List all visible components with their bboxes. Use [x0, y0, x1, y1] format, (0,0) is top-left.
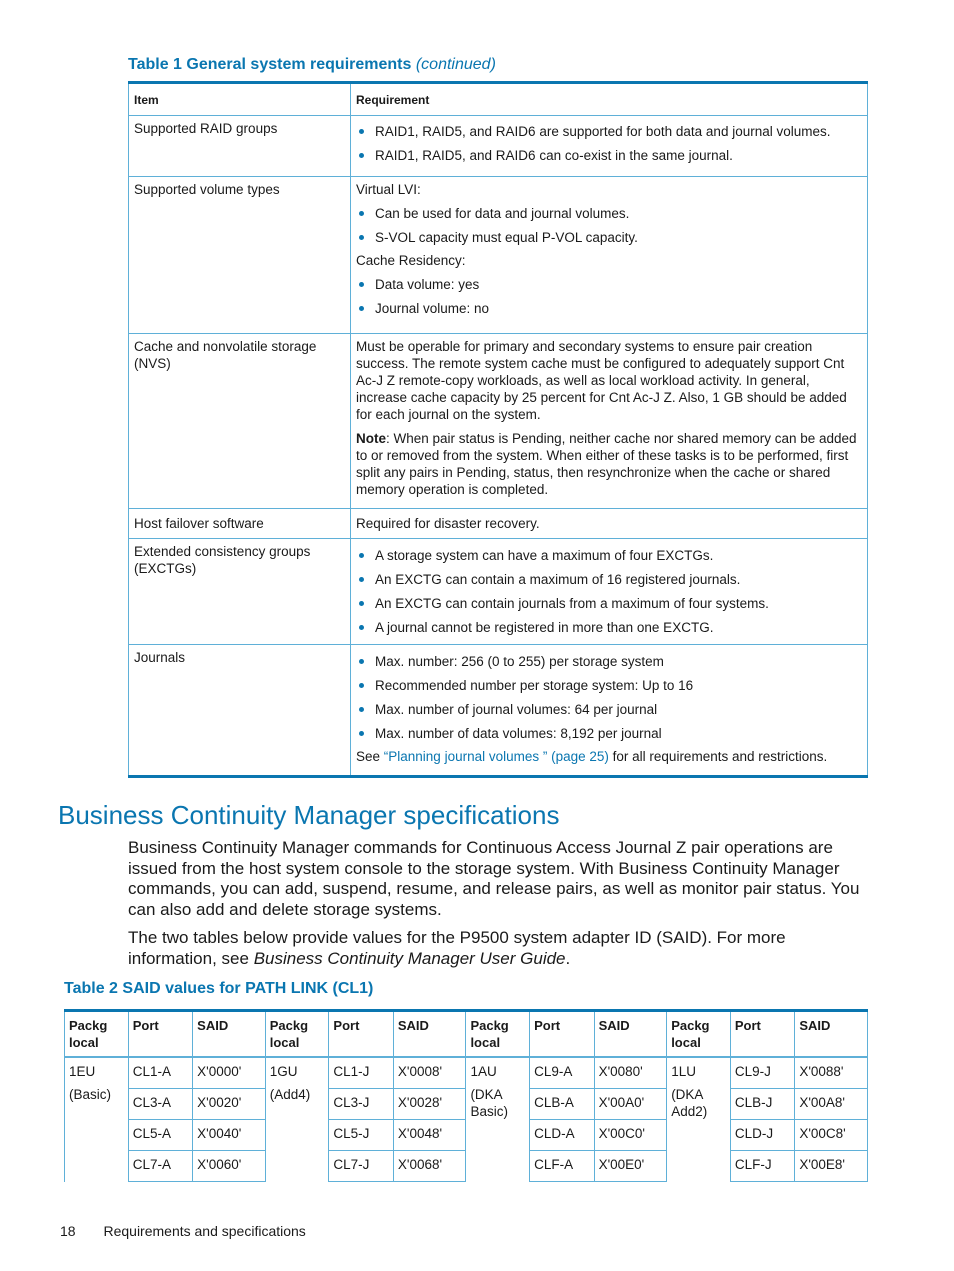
port-cell: CL3-J	[329, 1089, 393, 1120]
package-type: (DKA Add2)	[671, 1087, 708, 1119]
requirement-cell	[351, 645, 868, 777]
said-paragraph	[128, 928, 870, 969]
note-paragraph	[356, 430, 862, 498]
header-port: Port	[730, 1011, 794, 1058]
see-suffix: for all requirements and restrictions.	[608, 749, 828, 764]
requirement-cell	[351, 116, 868, 177]
port-cell: CLF-J	[730, 1151, 794, 1182]
page-footer	[60, 1223, 306, 1239]
planning-journal-volumes-link[interactable]: “Planning journal volumes ” (page 25)	[383, 749, 609, 764]
table-row	[129, 334, 868, 509]
header-port: Port	[530, 1011, 594, 1058]
said-paragraph-end: .	[565, 948, 571, 968]
said-cell: X'0088'	[795, 1057, 868, 1089]
said-cell: X'00E8'	[795, 1151, 868, 1182]
list-item: Max. number of data volumes: 8,192 per journal	[356, 725, 862, 742]
bullet-list	[356, 123, 862, 164]
list-item: A journal cannot be registered in more than one EXCTG.	[356, 619, 862, 636]
package-name: 1AU	[470, 1064, 497, 1079]
said-values-table	[64, 1009, 868, 1182]
item-cell: Supported volume types	[129, 177, 351, 334]
list-item: Can be used for data and journal volumes.	[356, 205, 862, 222]
said-cell: X'00C8'	[795, 1120, 868, 1151]
package-type: (Basic)	[69, 1087, 112, 1102]
bullet-list	[356, 276, 862, 317]
requirement-cell	[351, 177, 868, 334]
list-item: Max. number of journal volumes: 64 per journal	[356, 701, 862, 718]
requirement-text: Must be operable for primary and secondary systems to ensure pair creation success. The remote system cache must be configured to adequately support Cnt Ac-J Z remote-copy workloads, as well as local workload activity. In general, increase cache capacity by 25 percent for Cnt Ac-J Z. Also, 1 GB should be added for each journal on the system.	[356, 339, 847, 422]
section-heading: Business Continuity Manager specifications	[58, 800, 560, 830]
note-text: : When pair status is Pending, neither cache nor shared memory can be added to or removed from the system. When either of these tasks is to be performed, first split any pairs in Pending, status, then resynchronize when the cache or shared memory operation is completed.	[356, 431, 857, 497]
note-label: Note	[356, 431, 386, 446]
package-name: 1GU	[269, 1064, 298, 1079]
list-item: Recommended number per storage system: Up to 16	[356, 677, 862, 694]
list-item: RAID1, RAID5, and RAID6 can co-exist in the same journal.	[356, 147, 862, 164]
header-said: SAID	[795, 1011, 868, 1058]
header-requirement: Requirement	[351, 83, 868, 116]
page-number: 18	[60, 1223, 76, 1239]
header-port: Port	[329, 1011, 393, 1058]
list-item: A storage system can have a maximum of four EXCTGs.	[356, 547, 862, 564]
said-cell: X'00E0'	[594, 1151, 667, 1182]
item-cell: Supported RAID groups	[129, 116, 351, 177]
bullet-list	[356, 653, 862, 742]
port-cell: CL5-A	[128, 1120, 192, 1151]
said-cell: X'00A8'	[795, 1089, 868, 1120]
bullet-list	[356, 547, 862, 636]
port-cell: CLB-J	[730, 1089, 794, 1120]
port-cell: CL1-J	[329, 1057, 393, 1089]
list-item: RAID1, RAID5, and RAID6 are supported for both data and journal volumes.	[356, 123, 862, 140]
port-cell: CL7-J	[329, 1151, 393, 1182]
table2-caption: Table 2 SAID values for PATH LINK (CL1)	[64, 980, 374, 997]
table-row	[129, 116, 868, 177]
table-row	[129, 177, 868, 334]
package-cell	[466, 1057, 530, 1182]
said-cell: X'0048'	[393, 1120, 466, 1151]
header-port: Port	[128, 1011, 192, 1058]
chapter-title: Requirements and specifications	[103, 1223, 306, 1239]
table1-caption	[128, 56, 496, 74]
header-said: SAID	[393, 1011, 466, 1058]
said-cell: X'00C0'	[594, 1120, 667, 1151]
header-packg-local: Packg local	[65, 1011, 129, 1058]
said-cell: X'0020'	[193, 1089, 266, 1120]
said-cell: X'0040'	[193, 1120, 266, 1151]
requirement-lead: Cache Residency:	[356, 253, 466, 268]
said-cell: X'0008'	[393, 1057, 466, 1089]
said-cell: X'00A0'	[594, 1089, 667, 1120]
said-cell: X'0000'	[193, 1057, 266, 1089]
header-packg-local: Packg local	[265, 1011, 329, 1058]
said-paragraph-text: The two tables below provide values for the P9500 system adapter ID (SAID). For more information, see	[128, 928, 786, 968]
table1-caption-title: Table 1 General system requirements	[128, 56, 412, 73]
port-cell: CL1-A	[128, 1057, 192, 1089]
list-item: S-VOL capacity must equal P-VOL capacity.	[356, 229, 862, 246]
port-cell: CL9-J	[730, 1057, 794, 1089]
port-cell: CLF-A	[530, 1151, 594, 1182]
port-cell: CL7-A	[128, 1151, 192, 1182]
list-item: Max. number: 256 (0 to 255) per storage system	[356, 653, 862, 670]
bcm-guide-title: Business Continuity Manager User Guide	[253, 948, 566, 968]
said-cell: X'0028'	[393, 1089, 466, 1120]
table-row	[129, 539, 868, 645]
list-item: An EXCTG can contain a maximum of 16 registered journals.	[356, 571, 862, 588]
requirement-cell	[351, 539, 868, 645]
requirement-cell	[351, 334, 868, 509]
see-prefix: See	[356, 749, 384, 764]
table-row	[129, 645, 868, 777]
item-cell: Host failover software	[129, 509, 351, 539]
port-cell: CL5-J	[329, 1120, 393, 1151]
package-type: (DKA Basic)	[470, 1087, 508, 1119]
package-name: 1LU	[671, 1064, 696, 1079]
header-said: SAID	[594, 1011, 667, 1058]
list-item: An EXCTG can contain journals from a maximum of four systems.	[356, 595, 862, 612]
port-cell: CLB-A	[530, 1089, 594, 1120]
header-packg-local: Packg local	[466, 1011, 530, 1058]
bullet-list	[356, 205, 862, 246]
package-name: 1EU	[69, 1064, 96, 1079]
intro-paragraph: Business Continuity Manager commands for Continuous Access Journal Z pair operations are issued from the host system console to the storage system. With Business Continuity Manager commands, you can add, suspend, resume, and release pairs, as well as monitor pair status. You can also add and delete storage systems.	[128, 838, 860, 919]
table1-caption-continued: (continued)	[415, 56, 496, 73]
table-row	[129, 509, 868, 539]
said-cell: X'0080'	[594, 1057, 667, 1089]
port-cell: CLD-J	[730, 1120, 794, 1151]
port-cell: CLD-A	[530, 1120, 594, 1151]
package-type: (Add4)	[269, 1087, 311, 1102]
package-cell	[65, 1057, 129, 1182]
said-cell: X'0060'	[193, 1151, 266, 1182]
header-item: Item	[129, 83, 351, 116]
item-cell: Cache and nonvolatile storage (NVS)	[129, 334, 351, 509]
general-requirements-table	[128, 81, 868, 778]
list-item: Journal volume: no	[356, 300, 862, 317]
item-cell: Extended consistency groups (EXCTGs)	[129, 539, 351, 645]
requirement-lead: Virtual LVI:	[356, 182, 421, 197]
item-cell: Journals	[129, 645, 351, 777]
header-said: SAID	[193, 1011, 266, 1058]
port-cell: CL9-A	[530, 1057, 594, 1089]
list-item: Data volume: yes	[356, 276, 862, 293]
port-cell: CL3-A	[128, 1089, 192, 1120]
see-reference	[356, 748, 862, 765]
table-row	[65, 1057, 868, 1089]
package-cell	[265, 1057, 329, 1182]
requirement-cell: Required for disaster recovery.	[351, 509, 868, 539]
said-cell: X'0068'	[393, 1151, 466, 1182]
package-cell	[667, 1057, 731, 1182]
header-packg-local: Packg local	[667, 1011, 731, 1058]
